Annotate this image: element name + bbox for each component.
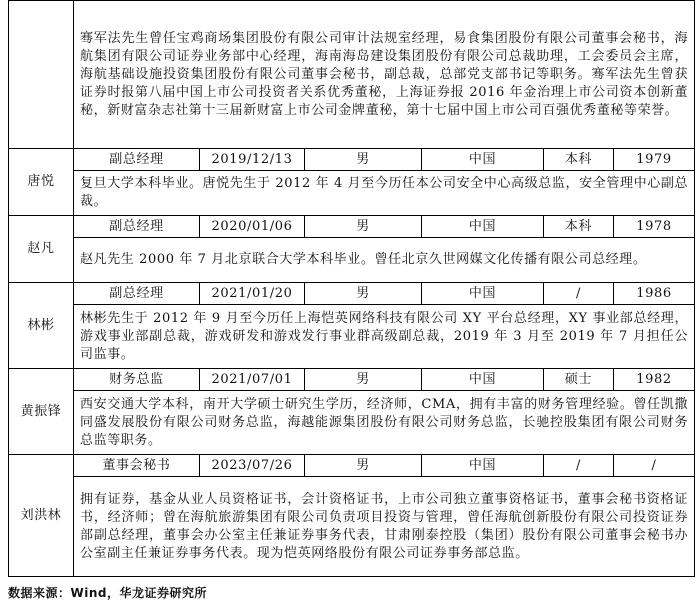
birth-year-cell: 1986 — [614, 283, 695, 305]
position-cell: 副总经理 — [74, 149, 200, 171]
education-cell: 硕士 — [544, 369, 614, 391]
bio-cell: 复旦大学本科毕业。唐悦先生于 2012 年 4 月至今历任本公司安全中心高级总监，安全管理中心副总裁。 — [74, 171, 695, 216]
country-cell: 中国 — [422, 369, 544, 391]
executive-table — [8, 0, 695, 577]
table-row — [9, 238, 695, 283]
education-cell: / — [544, 455, 614, 477]
birth-year-cell: 1982 — [614, 369, 695, 391]
table-row — [9, 477, 695, 577]
table-row — [9, 391, 695, 455]
name-cell: 刘洪林 — [9, 455, 74, 577]
position-cell: 副总经理 — [74, 216, 200, 238]
name-cell: 林彬 — [9, 283, 74, 369]
table-row — [9, 216, 695, 238]
bio-cell: 拥有证券，基金从业人员资格证书，会计资格证书，上市公司独立董事资格证书，董事会秘书资格证书，经济师；曾在海航旅游集团有限公司负责项目投资与管理，曾任海航创新股份有限公司投资证券部副总经理，董事会办公室主任兼证券事务代表，甘肃刚泰控股（集团）股份有限公司董事会秘书办公室副主任兼证券事务代表。现为恺英网络股份有限公司证券事务部总监。 — [74, 477, 695, 577]
name-cell: 赵凡 — [9, 216, 74, 283]
birth-year-cell: 1979 — [614, 149, 695, 171]
name-cell: 唐悦 — [9, 149, 74, 216]
data-source-note: 数据来源：Wind，华龙证券研究所 — [8, 586, 207, 600]
table-row — [9, 171, 695, 216]
table-row — [9, 1, 695, 149]
country-cell: 中国 — [422, 216, 544, 238]
date-cell: 2019/12/13 — [200, 149, 305, 171]
table-row — [9, 283, 695, 305]
name-cell — [9, 1, 74, 149]
country-cell: 中国 — [422, 455, 544, 477]
country-cell: 中国 — [422, 149, 544, 171]
bio-cell: 林彬先生于 2012 年 9 月至今历任上海恺英网络科技有限公司 XY 平台总经理，XY 事业部总经理，游戏事业部副总裁，游戏研发和游戏发行事业群高级副总裁，2019 年 3 月至 2019 年 7 月担任公司监事。 — [74, 305, 695, 369]
table-row — [9, 149, 695, 171]
date-cell: 2021/01/20 — [200, 283, 305, 305]
table-row — [9, 369, 695, 391]
name-cell: 黄振锋 — [9, 369, 74, 455]
gender-cell: 男 — [305, 149, 422, 171]
birth-year-cell: / — [614, 455, 695, 477]
birth-year-cell: 1978 — [614, 216, 695, 238]
table-row — [9, 305, 695, 369]
education-cell: 本科 — [544, 149, 614, 171]
bio-cell: 赵凡先生 2000 年 7 月北京联合大学本科毕业。曾任北京久世网媒文化传播有限公司总经理。 — [74, 238, 695, 283]
gender-cell: 男 — [305, 216, 422, 238]
gender-cell: 男 — [305, 455, 422, 477]
date-cell: 2023/07/26 — [200, 455, 305, 477]
table-row — [9, 455, 695, 477]
bio-cell: 骞军法先生曾任宝鸡商场集团股份有限公司审计法规室经理，易食集团股份有限公司董事会秘书，海航集团有限公司证券业务部中心经理，海南海岛建设集团股份有限公司总裁助理，工会委员会主席，海航基础设施投资集团股份有限公司董事会秘书，副总裁，总部党支部书记等职务。骞军法先生曾获证券时报第八届中国上市公司投资者关系优秀董秘，上海证券报 2016 年金治理上市公司资本创新董秘，新财富杂志社第十三届新财富上市公司金牌董秘，第十七届中国上市公司百强优秀董秘等荣誉。 — [74, 1, 695, 149]
country-cell: 中国 — [422, 283, 544, 305]
education-cell: / — [544, 283, 614, 305]
education-cell: 本科 — [544, 216, 614, 238]
gender-cell: 男 — [305, 283, 422, 305]
bio-cell: 西安交通大学本科，南开大学硕士研究生学历，经济师，CMA，拥有丰富的财务管理经验。曾任凯撒同盛发展股份有限公司财务总监，海越能源集团股份有限公司财务总监，长驰控股集团有限公司财务总监等职务。 — [74, 391, 695, 455]
gender-cell: 男 — [305, 369, 422, 391]
date-cell: 2020/01/06 — [200, 216, 305, 238]
position-cell: 董事会秘书 — [74, 455, 200, 477]
position-cell: 财务总监 — [74, 369, 200, 391]
date-cell: 2021/07/01 — [200, 369, 305, 391]
position-cell: 副总经理 — [74, 283, 200, 305]
